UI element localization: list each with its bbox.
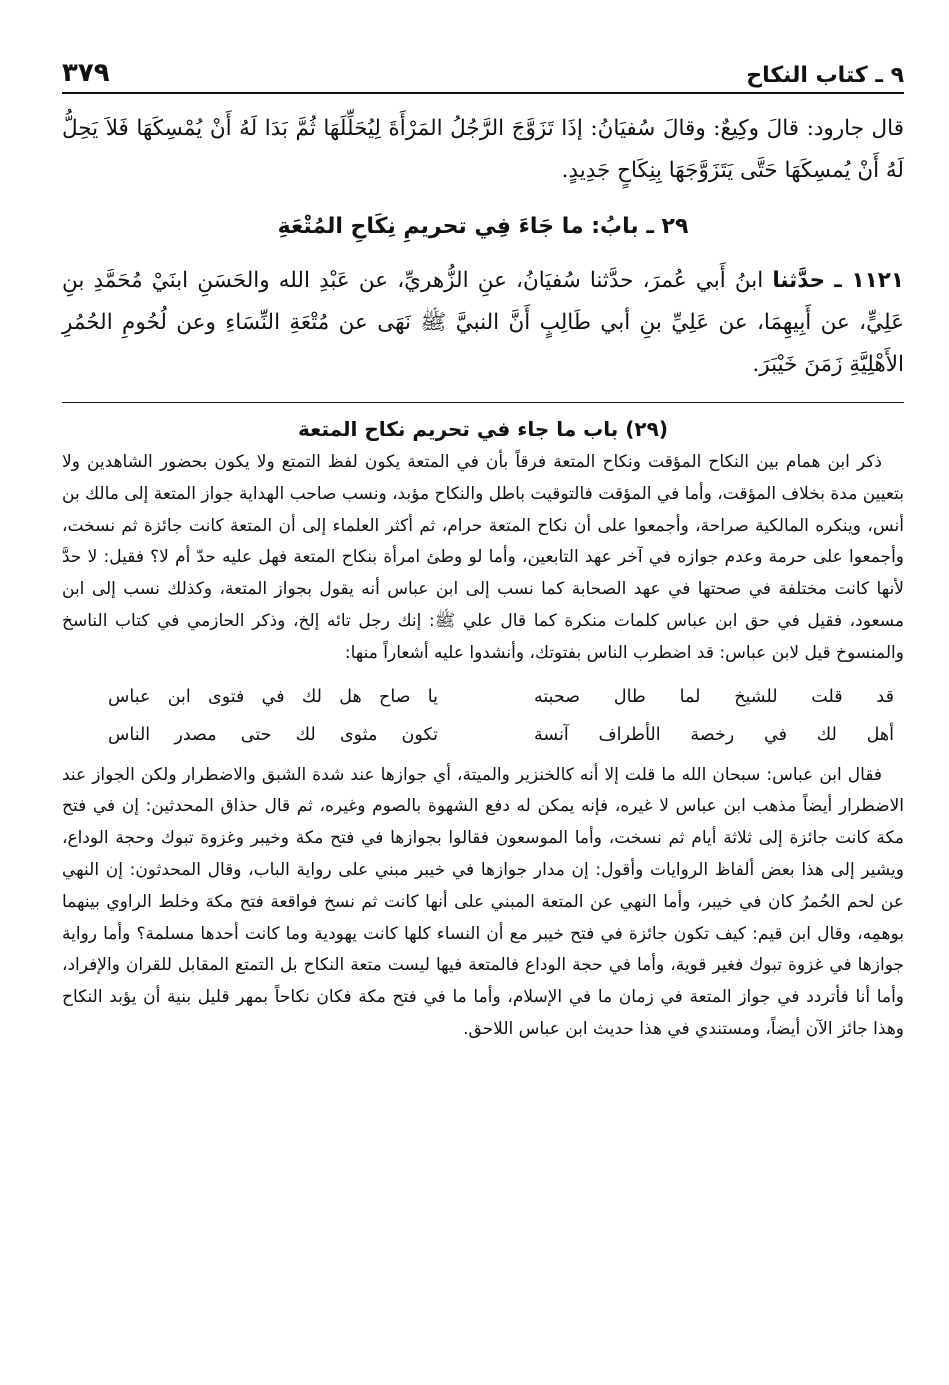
hadith-paragraph (62, 260, 904, 386)
sharh-paragraph-2: فقال ابن عباس: سبحان الله ما قلت إلا أنه كالخنزير والميتة، أي جوازها عند شدة الشبق والاضطرار ولكن الجواز عند الاضطرار أيضاً مذهب ابن عباس لا غيره، فإنه يمكن له دفع الشهوة بالصوم وغيره، ثم قال حذاق المحدثين: إن في فتح مكة كانت جائزة إلى ثلاثة أيام ثم نسخت، وأما الموسعون فقالوا بجوازها في فتح مكة وخيبر وغزوة تبوك وحجة الوداع، ويشير إلى هذا بعض ألفاظ الروايات وأقول: إن مدار جوازها في خيبر مبني على رواية الباب، وقال المحدثون: إن النهي عن لحم الحُمرُ كان في خيبر، وأما النهي عن المتعة المبني على أنها كانت ثم نسخ فواقعة فتح مكة وخلط الراوي بينهما بوهمِه، وقال ابن قيم: كيف تكون جائزة في فتح خيبر مع أن النساء كلها كانت يهودية وما كانت أحدها مسلمة؟ وأما رواية جوازها في غزوة تبوك فغير قوية، وأما في حجة الوداع فالمتعة فيها ليست متعة النكاح بل التمتع المقابل للقران والإفراد، وأما أنا فأتردد في جواز المتعة في زمان ما في الإسلام، وأما ما في فتح مكة فكان نكاحاً بمهر قليل بنية أن يؤبد النكاح وهذا جائز الآن أيضاً، ومستندي في هذا حديث ابن عباس اللاحق. (62, 764, 904, 1039)
poem-verse (62, 678, 904, 716)
poem-hemistich-right: أهل لك في رخصة الأطراف آنسة (534, 724, 894, 745)
page-header (62, 52, 904, 88)
poem (62, 678, 904, 754)
poem-hemistich-right: قد قلت للشيخ لما طال صحبته (534, 686, 894, 707)
hadith-haddathana: حدَّثنا (772, 268, 826, 293)
matn-opening-paragraph: قال جارود: قالَ وكِيعٌ: وقالَ سُفيَانُ: إذَا تَزَوَّجَ الرَّجُلُ المَرْأَةَ لِيُحَلِّلَهَا ثُمَّ بَدَا لَهُ أَنْ يُمْسِكَهَا فَلاَ يَحِلُّ لَهُ أَنْ يُمسِكَهَا حَتَّى يَتَزَوَّجَهَا بِنِكَاحٍ جَدِيدٍ. (62, 116, 904, 183)
header-rule (62, 92, 904, 94)
poem-hemistich-left: تكون مثوى لك حتى مصدر الناس (108, 724, 438, 745)
page-number: ٣٧٩ (62, 58, 110, 88)
poem-verse (62, 716, 904, 754)
sharh-title: (٢٩) باب ما جاء في تحريم نكاح المتعة (298, 417, 668, 441)
matn-sharh-divider (62, 402, 904, 403)
book-page (62, 52, 904, 1046)
bab-title: ٢٩ ـ بابُ: ما جَاءَ فِي تحريمِ نِكَاحِ المُتْعَةِ (277, 214, 689, 239)
running-head: ٩ ـ كتاب النكاح (746, 63, 904, 88)
hadith-number: ١١٢١ ـ (834, 268, 904, 293)
poem-hemistich-left: يا صاح هل لك في فتوى ابن عباس (108, 686, 438, 707)
sharh-paragraph-1: ذكر ابن همام بين النكاح المؤقت ونكاح المتعة فرقاً بأن في المتعة يكون لفظ التمتع ولا يكون بحضور الشاهدين ولا بتعيين مدة بخلاف المؤقت، وأما في المؤقت فالتوقيت باطل والنكاح مؤبد، ونسب صاحب الهداية جواز المتعة إلى مالك بن أنس، وينكره المالكية صراحة، وأجمعوا على أن نكاح المتعة حرام، ثم أكثر العلماء إلى أن المتعة كانت جائزة ثم نسخت، وأجمعوا على حرمة وعدم جوازه في آخر عهد التابعين، وأما لو وطئ امرأة بنكاح المتعة فهل عليه حدّ أم لا؟ فقيل: لا حدَّ لأنها كانت مختلفة في صحتها في عهد الصحابة كما نسب إلى ابن عباس أنه يقول بجواز المتعة، وكذلك نسب إلى ابن مسعود، فقيل في حق ابن عباس كلمات منكرة كما قال علي ﷺ: إنك رجل تائه إلخ، وذكر الحازمي في كتاب الناسخ والمنسوخ قيل لابن عباس: قد اضطرب الناس بفتوتك، وأنشدوا عليه أشعاراً منها: (62, 452, 904, 663)
hadith-text: ابنُ أَبي عُمرَ، حدَّثنا سُفيَانُ، عنِ الزُّهريِّ، عن عَبْدِ الله والحَسَنِ ابنَيْ مُحَمَّدِ بنِ عَلِيٍّ، عن أَبِيهِمَا، عن عَلِيِّ بنِ أبي طَالِبٍ أَنَّ النبيَّ ﷺ نَهَى عن مُتْعَةِ النِّسَاءِ وعن لُحُومِ الحُمُرِ الأَهْلِيَّةِ زَمَنَ خَيْبَرَ. (62, 268, 904, 377)
